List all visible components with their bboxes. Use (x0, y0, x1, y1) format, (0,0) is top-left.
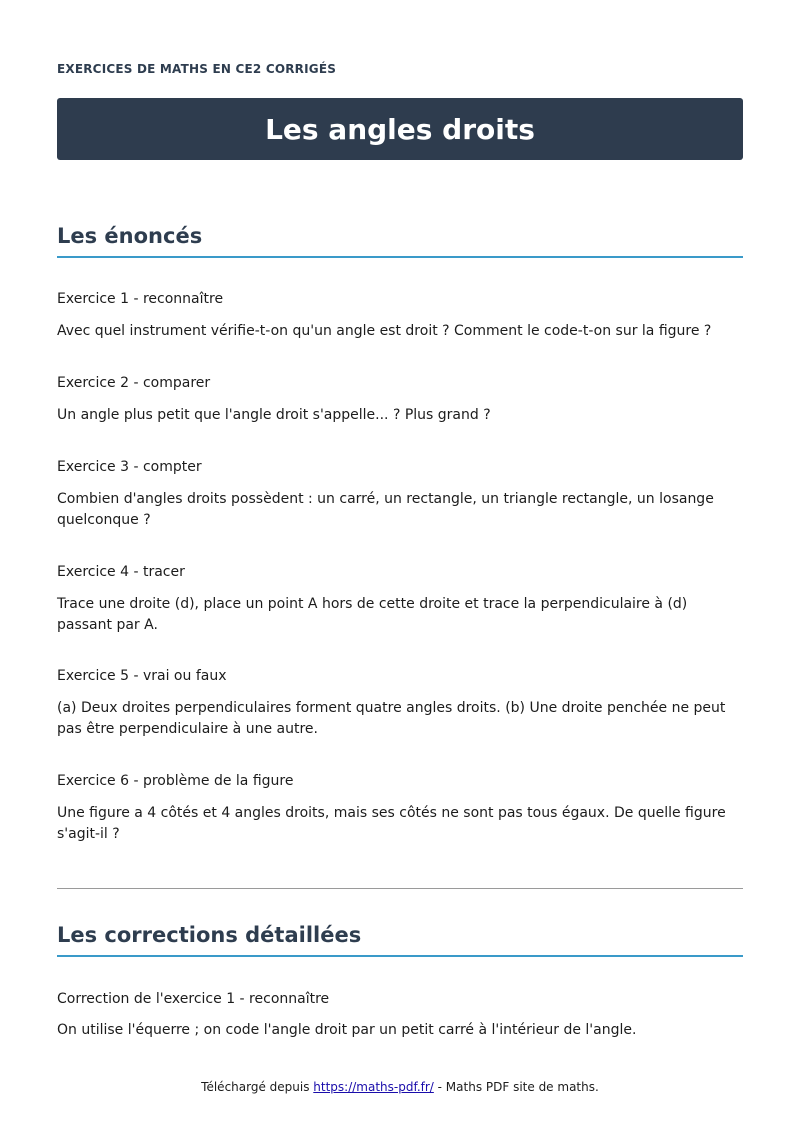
exercise-6-title: Exercice 6 - problème de la figure (57, 773, 294, 789)
page-footer (0, 1080, 800, 1094)
correction-1-title: Correction de l'exercice 1 - reconnaître (57, 991, 330, 1007)
exercise-6-text: Une figure a 4 côtés et 4 angles droits, mais ses côtés ne sont pas tous égaux. De quelle figure s'agit-il ? (57, 805, 726, 842)
exercise-1-text: Avec quel instrument vérifie-t-on qu'un angle est droit ? Comment le code-t-on sur la figure ? (57, 323, 712, 339)
footer-link[interactable]: https://maths-pdf.fr/ (313, 1080, 434, 1094)
footer-suffix: - Maths PDF site de maths. (433, 1080, 599, 1094)
section-divider (57, 888, 743, 889)
section-title-enonces: Les énoncés (57, 224, 743, 258)
correction-1-text: On utilise l'équerre ; on code l'angle droit par un petit carré à l'intérieur de l'angle. (57, 1022, 637, 1038)
document-kicker: EXERCICES DE MATHS EN CE2 CORRIGÉS (57, 62, 337, 76)
title-banner (57, 98, 743, 160)
exercise-1-title: Exercice 1 - reconnaître (57, 291, 224, 307)
exercise-2-title: Exercice 2 - comparer (57, 375, 211, 391)
footer-prefix: Téléchargé depuis (201, 1080, 314, 1094)
exercise-2-text: Un angle plus petit que l'angle droit s'appelle... ? Plus grand ? (57, 407, 491, 423)
exercise-4-text: Trace une droite (d), place un point A hors de cette droite et trace la perpendiculaire à (d) passant par A. (57, 596, 688, 633)
exercise-5-text: (a) Deux droites perpendiculaires forment quatre angles droits. (b) Une droite penchée ne peut pas être perpendiculaire à une autre. (57, 700, 726, 737)
exercise-3-title: Exercice 3 - compter (57, 459, 202, 475)
exercise-4-title: Exercice 4 - tracer (57, 564, 185, 580)
section-title-corrections: Les corrections détaillées (57, 923, 743, 957)
exercise-5-title: Exercice 5 - vrai ou faux (57, 668, 227, 684)
page-title: Les angles droits (265, 112, 535, 146)
exercise-3-text: Combien d'angles droits possèdent : un carré, un rectangle, un triangle rectangle, un losange quelconque ? (57, 491, 714, 528)
